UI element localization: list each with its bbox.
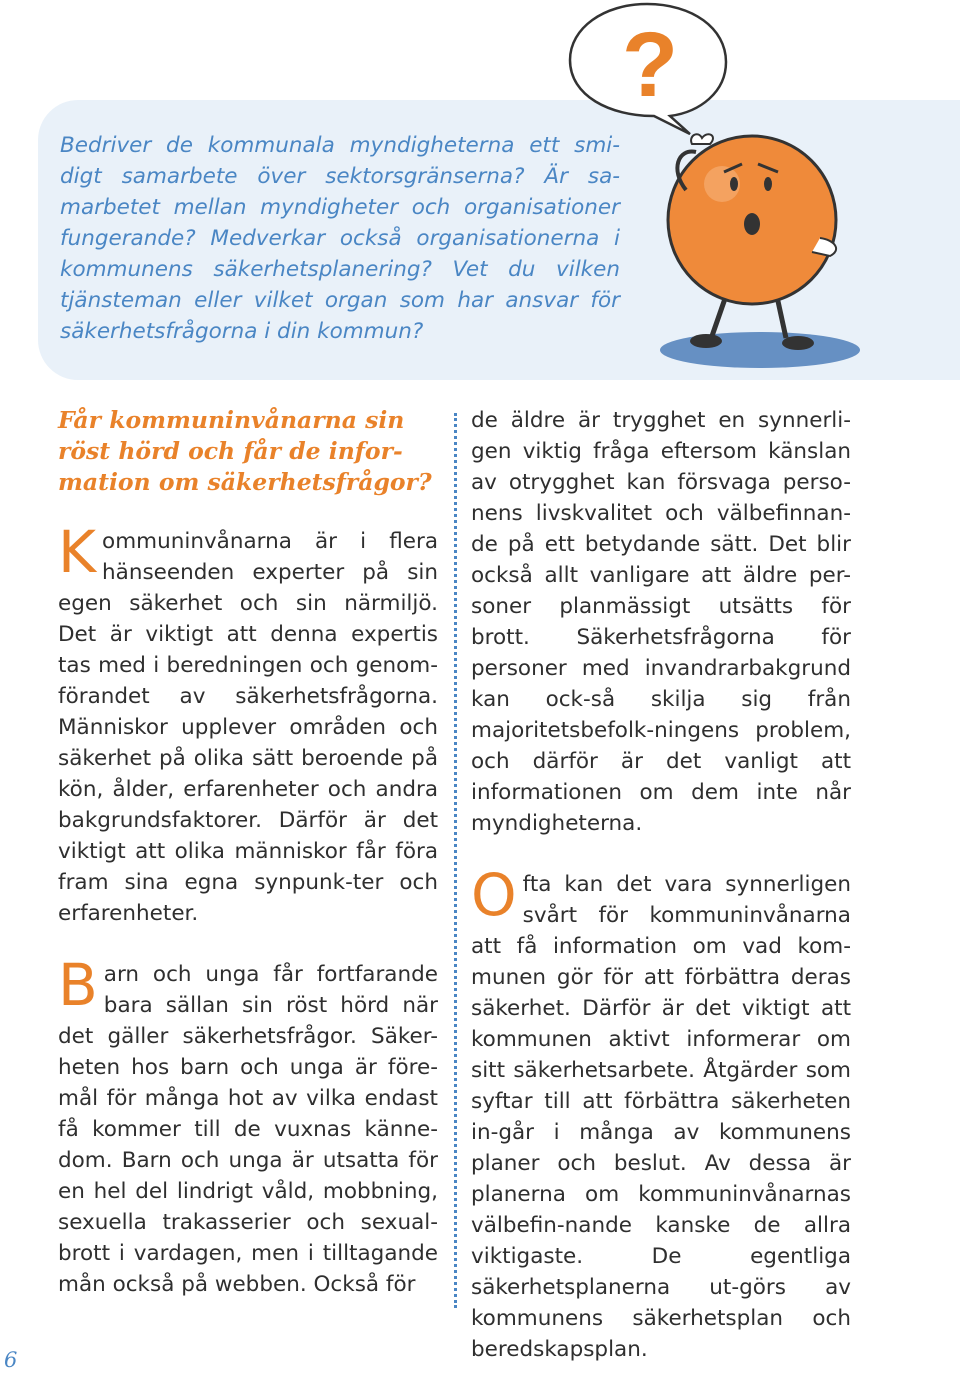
paragraph-text: ommuninvånarna är i flera hänseenden experter på sin egen säkerhet och sin närmiljö. Det är viktigt att denna expertis tas med i beredningen och genom-förandet av säkerhetsfrågorna. Människor upplever områden och säkerhet på olika sätt beroende på kön, ålder, erfarenheter och andra bakgrundsfaktorer. Därför är det viktigt att olika människor får föra fram sina egna synpunk-ter och erfarenheter. [58,529,438,926]
paragraph [471,861,851,1365]
callout-text: Bedriver de kommunala myndigheterna ett smi-digt samarbete över sektorsgränserna? Är sa-marbetet mellan myndigheter och organisationer fungerande? Medverkar också organisationerna i kommunens säkerhetsplanering? Vet du vilken tjänsteman eller vilket organ som har ansvar för säkerhetsfrågorna i din kommun? [60,133,620,344]
paragraph [58,518,438,929]
shadow [660,332,860,368]
drop-cap: O [471,861,517,929]
drop-cap: K [58,518,97,586]
question-mark-icon: ? [621,14,679,116]
section-heading: Får kommuninvånarna sin röst hörd och får de infor-mation om säkerhetsfrågor? [58,406,432,496]
left-column [58,405,438,1330]
paragraph [471,405,851,839]
right-column [471,405,851,1395]
drop-cap: B [58,951,98,1019]
paragraph [58,951,438,1300]
paragraph-text: de äldre är trygghet en synnerli-gen viktig fråga eftersom känslan av otrygghet kan försvaga perso-nens livskvalitet och välbefinnan-de på ett betydande sätt. Det blir också allt vanligare att äldre per-soner planmässigt utsätts för brott. Säkerhetsfrågorna för personer med invandrarbakgrund kan ock-så skilja sig från majoritetsbefolk-ningens problem, och därför är det vanligt att informationen om dem inte når myndigheterna. [471,408,851,836]
paragraph-text: arn och unga får fortfarande bara sällan sin röst hörd när det gäller säkerhetsfrågor. Säker-heten hos barn och unga är före-mål för många hot av vilka endast få kommer till de vuxnas känne-dom. Barn och unga är utsatta för en hel del lindrigt våld, mobbning, sexuella trakasserier och sexual-brott i vardagen, men i tilltagande mån också på webben. Också för [58,962,438,1297]
paragraph-text: fta kan det vara synnerligen svårt för kommuninvånarna att få information om vad kom-munen gör för att förbättra deras säkerhet. Därför är det viktigt att kommunen aktivt informerar om sitt säkerhetsarbete. Åtgärder som syftar till att förbättra säkerheten in-går i många av kommunens planer och beslut. Av dessa är planerna om kommuninvånarnas välbefin-nande kanske de allra viktigaste. De egentliga säkerhetsplanerna ut-görs av kommunens säkerhetsplan och beredskapsplan. [471,872,851,1362]
page-number: 6 [4,1348,18,1372]
orange-character-illustration [630,100,860,380]
column-divider [454,413,457,1308]
